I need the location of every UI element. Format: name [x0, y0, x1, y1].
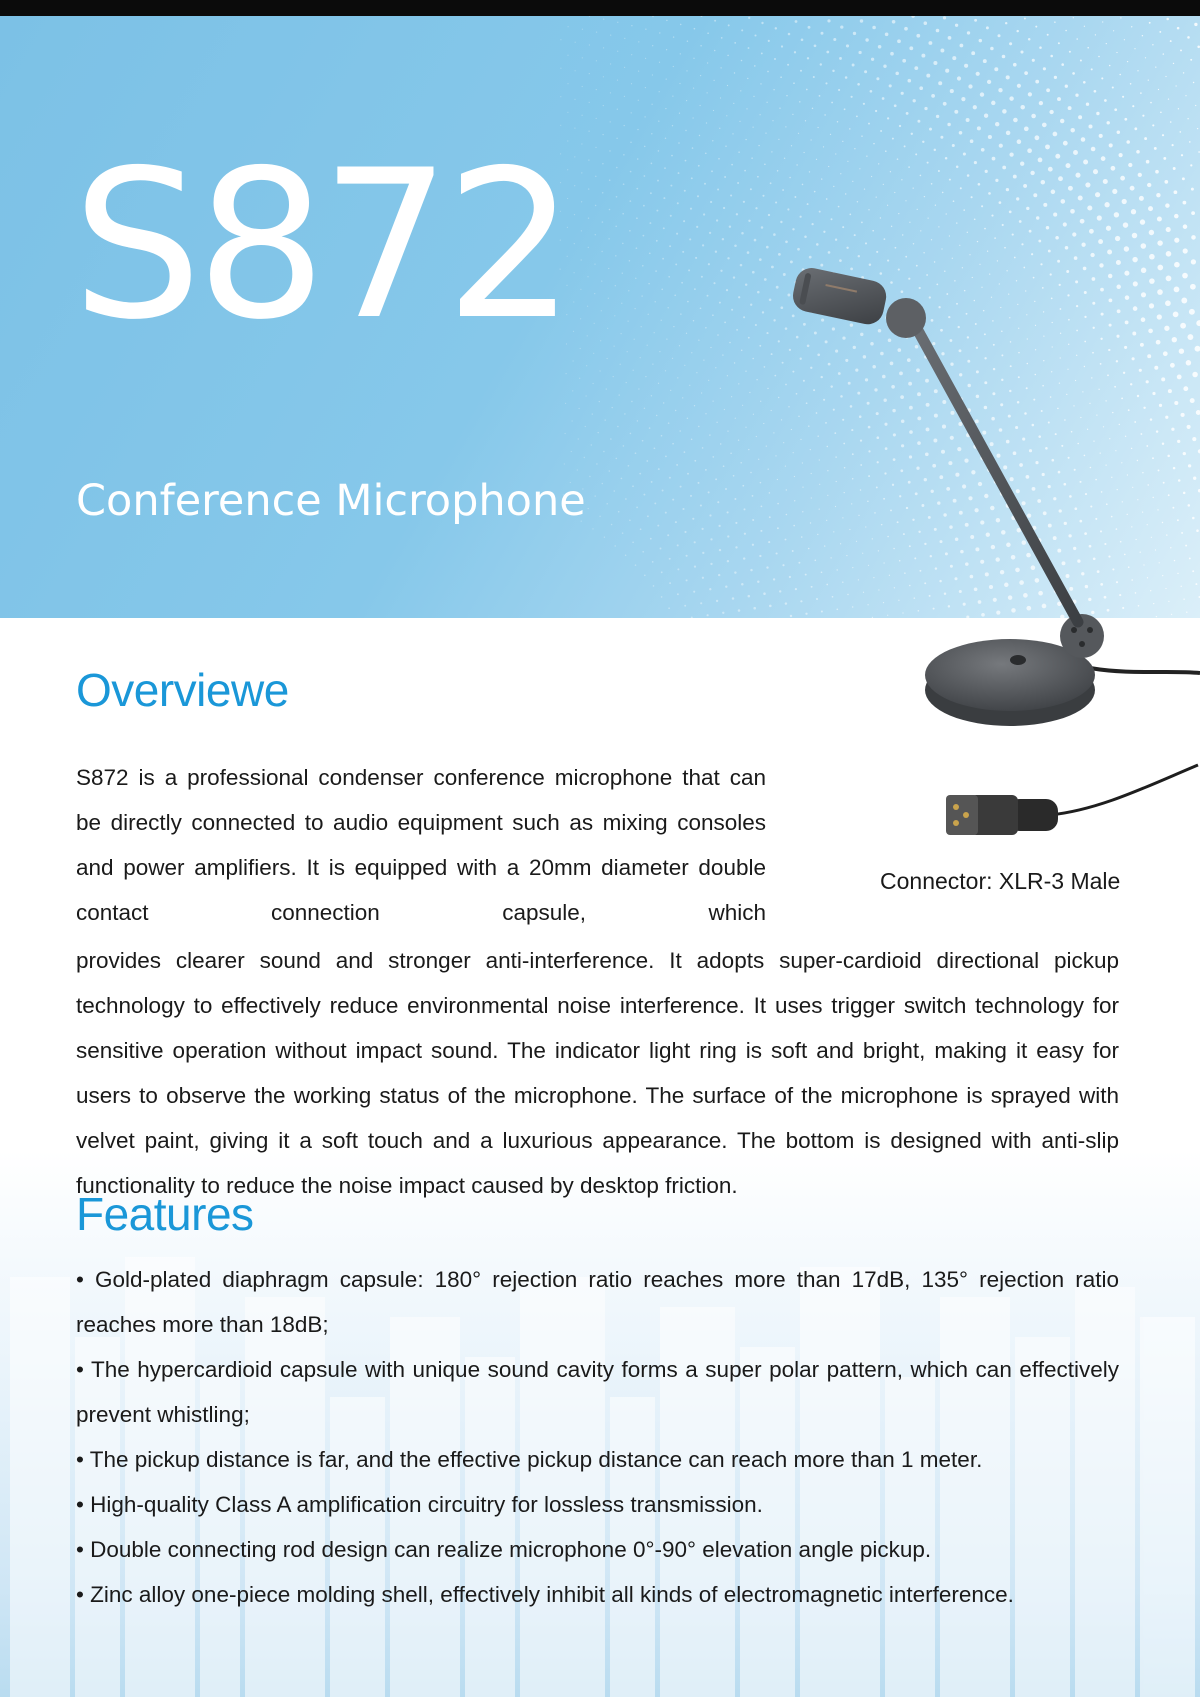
- feature-item: • High-quality Class A amplification circuitry for lossless transmission.: [76, 1492, 763, 1517]
- feature-item: • Gold-plated diaphragm capsule: 180° rejection ratio reaches more than 17dB, 135° rejection ratio reaches more than 18dB;: [76, 1267, 1119, 1337]
- overview-paragraph-bottom: provides clearer sound and stronger anti-interference. It adopts super-cardioid directional pickup technology to effectively reduce environmental noise interference. It uses trigger switch technology for sensitive operation without impact sound. The indicator light ring is soft and bright, making it easy for users to observe the working status of the microphone. The surface of the microphone is sprayed with velvet paint, giving it a soft touch and a luxurious appearance. The bottom is designed with anti-slip functionality to reduce the noise impact caused by desktop friction.: [76, 948, 1119, 1198]
- overview-paragraph-top: S872 is a professional condenser conference microphone that can be directly connected to audio equipment such as mixing consoles and power amplifiers. It is equipped with a 20mm diameter double contact connection capsule, which: [76, 765, 766, 925]
- feature-item: • Double connecting rod design can realize microphone 0°-90° elevation angle pickup.: [76, 1537, 932, 1562]
- top-bar: [0, 0, 1200, 16]
- feature-item: • Zinc alloy one-piece molding shell, effectively inhibit all kinds of electromagnetic interference.: [76, 1582, 1014, 1607]
- microphone-image: [760, 250, 1200, 740]
- product-subtitle: Conference Microphone: [76, 476, 586, 526]
- features-list: [76, 1257, 1119, 1617]
- feature-item: • The hypercardioid capsule with unique sound cavity forms a super polar pattern, which can effectively prevent whistling;: [76, 1357, 1119, 1427]
- connector-caption: Connector: XLR-3 Male: [880, 868, 1121, 894]
- features-heading: Features: [76, 1188, 254, 1240]
- feature-item: • The pickup distance is far, and the effective pickup distance can reach more than 1 meter.: [76, 1447, 983, 1472]
- overview-heading: Overviewe: [76, 664, 289, 716]
- product-title: S872: [72, 127, 570, 365]
- xlr-connector-image: [930, 755, 1200, 865]
